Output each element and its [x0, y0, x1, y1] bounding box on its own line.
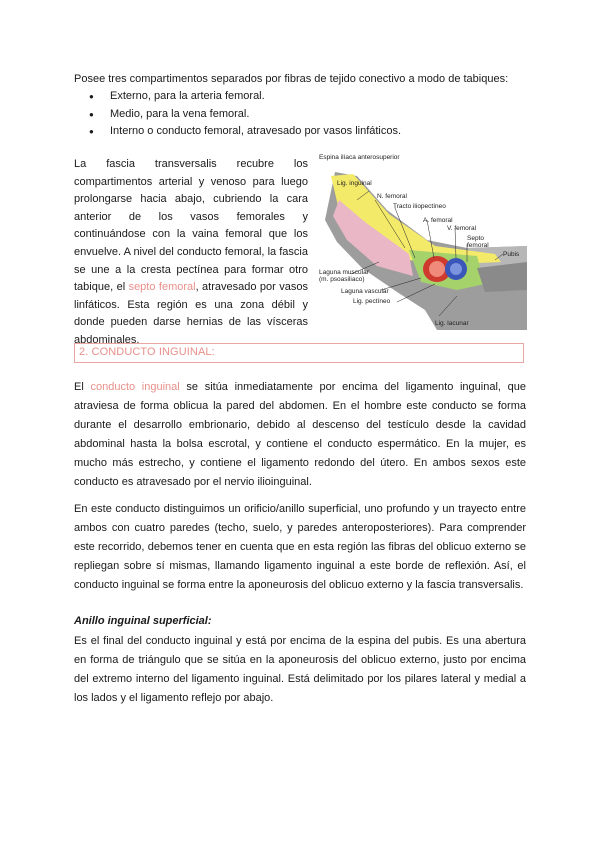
femoral-anatomy-figure	[317, 150, 527, 330]
label-pubis: Pubis	[503, 251, 520, 258]
fascia-text: La fascia transversalis recubre los compartimentos arterial y venoso para luego prolongarse hacia abajo, cubriendo la cara anterior de los vasos femorales y continuándose con la vaina femoral que los envuelve. A nivel del conducto femoral, la fascia se une a la cresta pectínea para formar otro tabique, el	[74, 158, 308, 294]
label-a-femoral: A. femoral	[423, 217, 453, 224]
list-item: ● Medio, para la vena femoral.	[74, 106, 526, 124]
label-psoasiliaco: (m. psoasiliaco)	[319, 276, 365, 283]
label-laguna-muscular: Laguna muscular	[319, 269, 369, 276]
label-v-femoral: V. femoral	[447, 225, 477, 232]
list-item: ● Externo, para la arteria femoral.	[74, 88, 526, 106]
section-heading	[74, 343, 524, 363]
anillo-paragraph: Es el final del conducto inguinal y está por encima de la espina del pubis. Es una abertura en forma de triángulo que se sitúa en la aponeurosis del oblicuo externo, justo por encima del extremo interno del ligamento inguinal. Está delimitado por los pilares lateral y medial a los lados y el ligamento reflejo por abajo.	[74, 635, 526, 704]
trayecto-paragraph: En este conducto distinguimos un orificio/anillo superficial, uno profundo y un trayecto entre ambos con cuatro paredes (techo, suelo, y paredes anteroposteriores). Para comprender este recorrido, debemos tener en cuenta que en esta región las fibras del oblicuo externo se repliegan sobre sí mismas, llamando ligamento inguinal a este borde de reflexión. Así, el conducto inguinal se forma entre la aponeurosis del oblicuo externo y la fascia transversalis.	[74, 503, 526, 591]
label-lig-inguinal: Lig. inguinal	[337, 180, 372, 187]
label-lig-lacunar: Lig. lacunar	[435, 320, 469, 327]
subheading: Anillo inguinal superficial:	[74, 615, 212, 627]
section-heading-text: 2. CONDUCTO INGUINAL:	[79, 346, 215, 358]
compartments-list	[74, 88, 526, 141]
label-n-femoral: N. femoral	[377, 193, 407, 200]
label-septo: Septo	[467, 235, 484, 242]
p1-text: El	[74, 381, 91, 393]
label-laguna-vascular: Laguna vascular	[341, 288, 389, 295]
label-espina: Espina ilíaca anterosuperior	[319, 154, 400, 161]
label-septo-femoral: femoral	[467, 242, 489, 249]
fascia-text-end: , atravesado por vasos linfáticos. Esta región es una zona débil y donde pueden darse hernias de las vísceras abdominales.	[74, 281, 308, 346]
inguinal-paragraph	[74, 378, 526, 492]
label-tracto: Tracto iliopectíneo	[393, 203, 446, 210]
intro-paragraph: Posee tres compartimentos separados por fibras de tejido conectivo a modo de tabiques:	[74, 73, 509, 85]
list-item: ● Interno o conducto femoral, atravesado por vasos linfáticos.	[74, 123, 526, 141]
fascia-paragraph	[74, 156, 308, 350]
conducto-inguinal-term: conducto inguinal	[90, 381, 180, 393]
septo-femoral-term: septo femoral	[128, 281, 196, 294]
p1-text-end: se sitúa inmediatamente por encima del ligamento inguinal, que atraviesa de forma oblicua la pared del abdomen. En el hombre este conducto se forma durante el desarrollo embrionario, debido al descenso del testículo desde la cavidad abdominal hasta la bolsa escrotal, y contiene el conducto espermático. En la mujer, es mucho más estrecho, y contiene el ligamento redondo del útero. En ambos sexos este conducto es atravesado por el nervio ilioinguinal.	[74, 381, 526, 488]
label-lig-pectineo: Lig. pectíneo	[353, 298, 391, 305]
